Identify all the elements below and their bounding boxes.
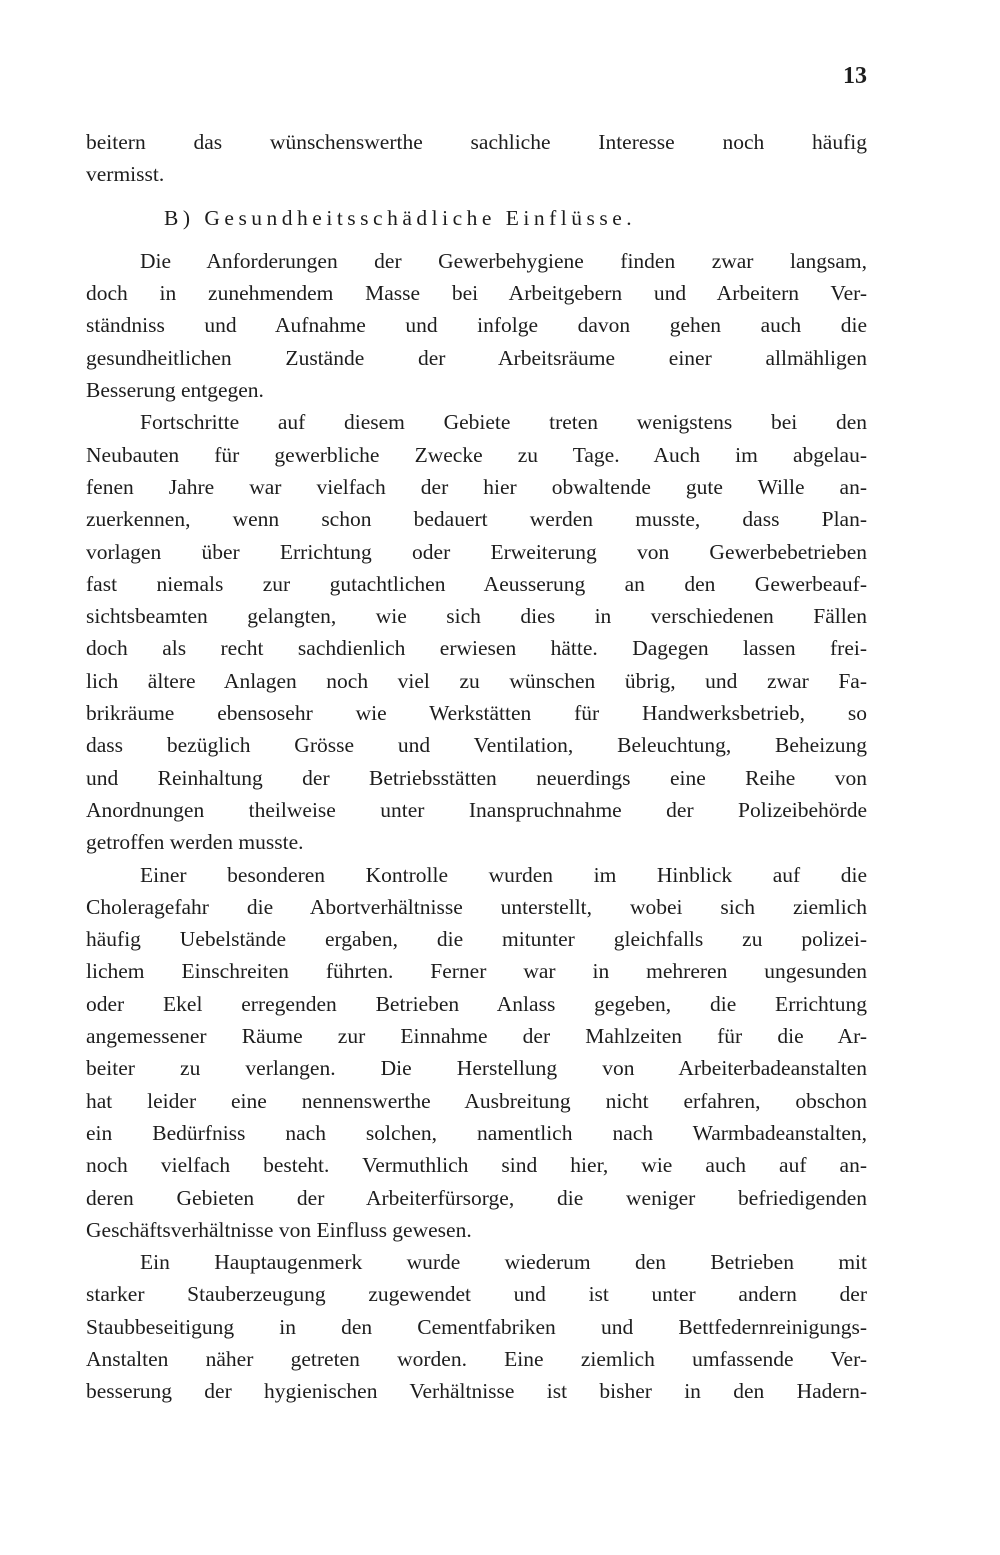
text-line: deren Gebieten der Arbeiterfürsorge, die weniger befriedigenden: [86, 1185, 867, 1210]
page-text: [86, 126, 867, 1408]
text-line: und Reinhaltung der Betriebsstätten neuerdings eine Reihe von: [86, 765, 867, 790]
text-line: doch als recht sachdienlich erwiesen hätte. Dagegen lassen frei-: [86, 636, 867, 661]
text-line: fenen Jahre war vielfach der hier obwaltende gute Wille an-: [86, 474, 867, 499]
text-line: vermisst.: [86, 162, 165, 187]
text-line: häufig Uebelstände ergaben, die mitunter gleichfalls zu polizei-: [86, 927, 867, 952]
text-line: Geschäftsverhältnisse von Einfluss gewesen.: [86, 1217, 472, 1242]
text-line: sichtsbeamten gelangten, wie sich dies in verschiedenen Fällen: [86, 604, 867, 629]
text-line: Anstalten näher getreten worden. Eine ziemlich umfassende Ver-: [86, 1346, 867, 1371]
paragraph: [86, 859, 867, 1247]
text-line: Besserung entgegen.: [86, 378, 264, 403]
text-line: Ein Hauptaugenmerk wurde wiederum den Betrieben mit: [140, 1250, 867, 1275]
text-line: angemessener Räume zur Einnahme der Mahlzeiten für die Ar-: [86, 1024, 867, 1049]
text-line: hat leider eine nennenswerthe Ausbreitung nicht erfahren, obschon: [86, 1088, 867, 1113]
text-line: gesundheitlichen Zustände der Arbeitsräume einer allmähligen: [86, 345, 867, 370]
text-line: lich ältere Anlagen noch viel zu wünschen übrig, und zwar Fa-: [86, 668, 867, 693]
text-line: starker Stauberzeugung zugewendet und ist unter andern der: [86, 1282, 867, 1307]
text-line: doch in zunehmendem Masse bei Arbeitgebern und Arbeitern Ver-: [86, 281, 867, 306]
text-line: fast niemals zur gutachtlichen Aeusserung an den Gewerbeauf-: [86, 571, 867, 596]
text-line: ständniss und Aufnahme und infolge davon gehen auch die: [86, 313, 867, 338]
text-line: Fortschritte auf diesem Gebiete treten wenigstens bei den: [140, 410, 867, 435]
text-line: Anordnungen theilweise unter Inanspruchnahme der Polizeibehörde: [86, 797, 867, 822]
text-line: dass bezüglich Grösse und Ventilation, Beleuchtung, Beheizung: [86, 733, 867, 758]
text-line: Einer besonderen Kontrolle wurden im Hinblick auf die: [140, 862, 867, 887]
text-line: beitern das wünschenswerthe sachliche Interesse noch häufig: [86, 130, 867, 154]
text-line: lichem Einschreiten führten. Ferner war in mehreren ungesunden: [86, 959, 867, 984]
text-line: oder Ekel erregenden Betrieben Anlass gegeben, die Errichtung: [86, 991, 867, 1016]
paragraph: [86, 245, 867, 406]
section-heading: B) Gesundheitsschädliche Einflüsse.: [164, 205, 637, 230]
text-line: ein Bedürfniss nach solchen, namentlich nach Warmbadeanstalten,: [86, 1120, 867, 1145]
text-line: noch vielfach besteht. Vermuthlich sind hier, wie auch auf an-: [86, 1153, 867, 1178]
page-number: 13: [843, 63, 867, 89]
text-line: zuerkennen, wenn schon bedauert werden musste, dass Plan-: [86, 507, 867, 532]
text-line: Staubbeseitigung in den Cementfabriken und Bettfedernreinigungs-: [86, 1314, 867, 1339]
text-line: vorlagen über Errichtung oder Erweiterung von Gewerbebetrieben: [86, 539, 867, 564]
paragraph: [86, 1246, 867, 1407]
text-line: brikräume ebensosehr wie Werkstätten für Handwerksbetrieb, so: [86, 701, 867, 726]
text-line: getroffen werden musste.: [86, 830, 304, 855]
text-line: Choleragefahr die Abortverhältnisse unterstellt, wobei sich ziemlich: [86, 894, 867, 919]
text-line: besserung der hygienischen Verhältnisse ist bisher in den Hadern-: [86, 1379, 867, 1404]
text-line: Die Anforderungen der Gewerbehygiene finden zwar langsam,: [140, 248, 867, 273]
paragraph: [86, 406, 867, 858]
text-line: Neubauten für gewerbliche Zwecke zu Tage. Auch im abgelau-: [86, 442, 867, 467]
text-line: beiter zu verlangen. Die Herstellung von Arbeiterbadeanstalten: [86, 1056, 867, 1081]
